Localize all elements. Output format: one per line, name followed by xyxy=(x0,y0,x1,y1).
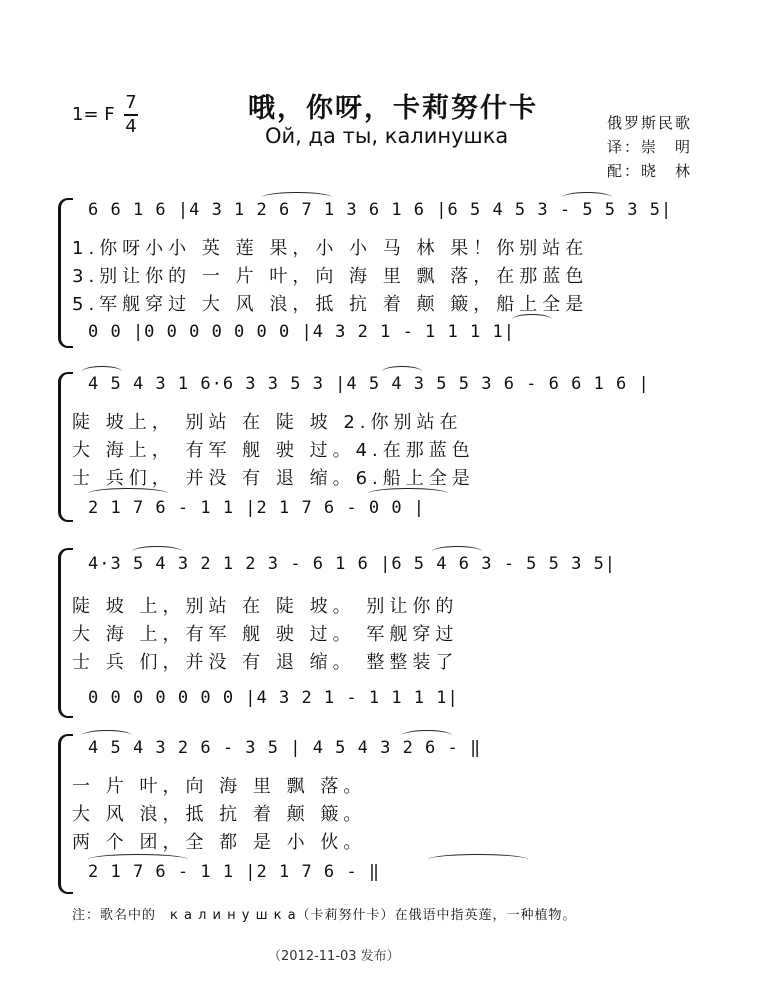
lyric-verse-1: 一 片 叶，向 海 里 飘 落。 xyxy=(72,776,367,797)
time-signature-top: 7 xyxy=(125,92,137,113)
system-brace xyxy=(58,372,73,522)
slur xyxy=(82,730,132,741)
lyric-verse-3: 大 风 浪，抵 抗 着 颠 簸。 xyxy=(72,804,367,825)
melody-line: 4 5 4 3 2 6 - 3 5 | 4 5 4 3 2 6 - ‖ xyxy=(88,738,482,758)
harmony-line: 0 0 0 0 0 0 0 |4 3 2 1 - 1 1 1 1| xyxy=(88,688,459,708)
footnote: 注：歌名中的 к а л и н у ш к а（卡莉努什卡）在俄语中指英莲，一种植物。 xyxy=(72,908,577,923)
score-system-3 xyxy=(52,546,702,716)
lyric-verse-1: 1.你呀小小 英 莲 果，小 小 马 林 果！你别站在 xyxy=(72,238,589,259)
slur xyxy=(262,192,332,203)
slur xyxy=(432,546,482,557)
slur xyxy=(562,192,612,203)
melody-line: 4 5 4 3 1 6·6 3 3 5 3 |4 5 4 3 5 5 3 6 - 6 6 1 6 | xyxy=(88,374,650,394)
slur xyxy=(88,488,168,499)
time-signature-bottom: 4 xyxy=(125,116,137,137)
song-title: 哦，你呀，卡莉努什卡 xyxy=(248,93,538,124)
score-system-1 xyxy=(52,196,702,346)
slur xyxy=(132,546,182,557)
key-signature: 1= F xyxy=(72,104,115,125)
system-brace xyxy=(58,734,73,894)
lyric-verse-1: 陡 坡上， 别站 在 陡 坡 2.你别站在 xyxy=(72,412,463,433)
lyric-verse-3: 大 海 上，有军 舰 驶 过。 军舰穿过 xyxy=(72,624,459,645)
slur xyxy=(82,366,122,377)
lyric-verse-5: 5.军舰穿过 大 风 浪，抵 抗 着 颠 簸，船上全是 xyxy=(72,294,589,315)
lyric-verse-1: 陡 坡 上，别站 在 陡 坡。 别让你的 xyxy=(72,596,459,617)
lyric-verse-3: 大 海上， 有军 舰 驶 过。4.在那蓝色 xyxy=(72,440,475,461)
credit-origin: 俄罗斯民歌 xyxy=(607,114,693,132)
melody-line: 4·3 5 4 3 2 1 2 3 - 6 1 6 |6 5 4 6 3 - 5 5 3 5| xyxy=(88,554,617,574)
score-system-2 xyxy=(52,370,702,520)
slur xyxy=(512,314,552,325)
slur xyxy=(368,488,448,499)
credit-arranger: 配：晓 林 xyxy=(607,162,693,180)
slur xyxy=(382,366,422,377)
time-signature xyxy=(124,93,138,137)
lyric-verse-5: 两 个 团，全 都 是 小 伙。 xyxy=(72,832,367,853)
melody-line: 6 6 1 6 |4 3 1 2 6 7 1 3 6 1 6 |6 5 4 5 3 - 5 5 3 5| xyxy=(88,200,673,220)
song-subtitle-russian: Ой, да ты, калинушка xyxy=(265,124,509,148)
slur xyxy=(402,730,452,741)
score-system-4 xyxy=(52,732,702,892)
harmony-line: 0 0 |0 0 0 0 0 0 0 |4 3 2 1 - 1 1 1 1| xyxy=(88,322,515,342)
system-brace xyxy=(58,198,73,348)
harmony-line: 2 1 7 6 - 1 1 |2 1 7 6 - 0 0 | xyxy=(88,498,426,518)
system-brace xyxy=(58,548,73,718)
credit-translator: 译：崇 明 xyxy=(607,138,693,156)
slur xyxy=(88,854,188,865)
slur xyxy=(428,854,528,865)
lyric-verse-5: 士 兵们， 并没 有 退 缩。6.船上全是 xyxy=(72,468,475,489)
harmony-line: 2 1 7 6 - 1 1 |2 1 7 6 - ‖ xyxy=(88,862,381,882)
publish-date: （2012-11-03 发布） xyxy=(268,949,400,964)
lyric-verse-5: 士 兵 们，并没 有 退 缩。 整整装了 xyxy=(72,652,459,673)
lyric-verse-3: 3.别让你的 一 片 叶，向 海 里 飘 落，在那蓝色 xyxy=(72,266,589,287)
